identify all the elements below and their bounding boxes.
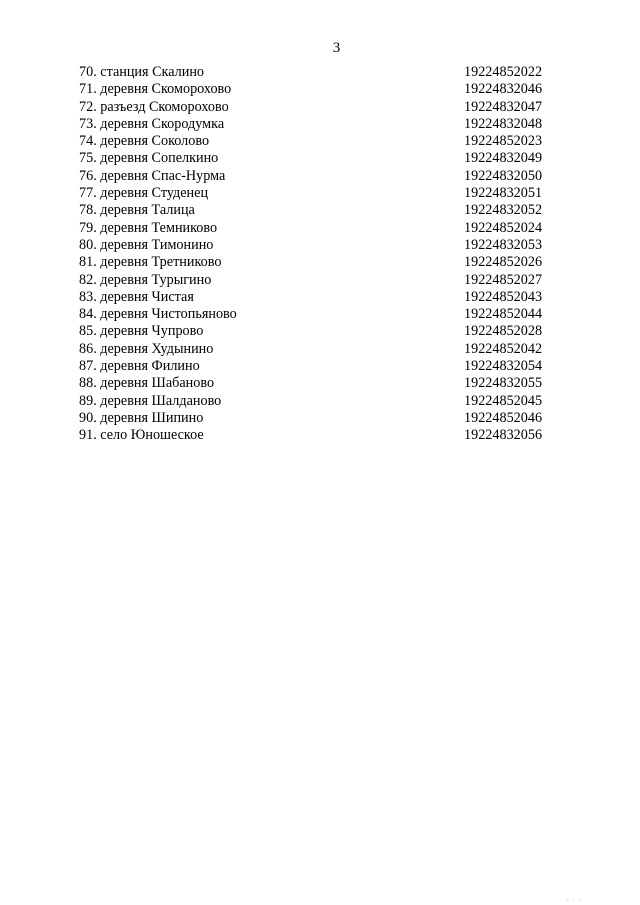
settlement-code: 19224852042 (464, 340, 543, 357)
settlement-code: 19224832048 (464, 115, 543, 132)
settlement-code: 19224832054 (464, 358, 543, 375)
settlement-name: 80. деревня Тимонино (79, 236, 214, 253)
settlement-list (79, 64, 559, 445)
settlement-name: 89. деревня Шалданово (79, 392, 222, 409)
settlement-code: 19224832047 (464, 98, 543, 115)
settlement-name: 90. деревня Шипино (79, 409, 204, 426)
settlement-code: 19224852045 (464, 392, 543, 409)
list-item (79, 393, 559, 410)
list-item (79, 306, 559, 323)
settlement-code: 19224832053 (464, 236, 543, 253)
list-item (79, 358, 559, 375)
settlement-name: 73. деревня Скородумка (79, 115, 225, 132)
settlement-code: 19224832051 (464, 185, 543, 202)
settlement-name: 76. деревня Спас-Нурма (79, 167, 226, 184)
settlement-name: 75. деревня Сопелкино (79, 150, 219, 167)
settlement-code: 19224852046 (464, 409, 543, 426)
list-item (79, 272, 559, 289)
list-item (79, 220, 559, 237)
list-item (79, 427, 559, 444)
list-item (79, 116, 559, 133)
settlement-name: 84. деревня Чистопьяново (79, 306, 237, 323)
settlement-code: 19224832056 (464, 427, 543, 444)
settlement-name: 74. деревня Соколово (79, 133, 210, 150)
settlement-code: 19224832049 (464, 150, 543, 167)
settlement-name: 81. деревня Третниково (79, 254, 222, 271)
settlement-name: 77. деревня Студенец (79, 185, 209, 202)
settlement-code: 19224852022 (464, 64, 543, 80)
settlement-name: 71. деревня Скоморохово (79, 81, 232, 98)
settlement-name: 86. деревня Худынино (79, 340, 214, 357)
list-item (79, 237, 559, 254)
settlement-name: 88. деревня Шабаново (79, 375, 215, 392)
settlement-code: 19224832055 (464, 375, 543, 392)
settlement-code: 19224852027 (464, 271, 543, 288)
list-item (79, 410, 559, 427)
list-item (79, 375, 559, 392)
list-item (79, 185, 559, 202)
scan-artifact-top: · · (565, 0, 575, 4)
settlement-code: 19224832050 (464, 167, 543, 184)
settlement-name: 79. деревня Темниково (79, 219, 218, 236)
list-item (79, 99, 559, 116)
list-item (79, 323, 559, 340)
settlement-name: 78. деревня Талица (79, 202, 195, 219)
list-item (79, 81, 559, 98)
page-number: 3 (332, 40, 341, 56)
settlement-code: 19224852024 (464, 219, 543, 236)
list-item (79, 150, 559, 167)
list-item (79, 168, 559, 185)
list-item (79, 133, 559, 150)
settlement-name: 82. деревня Турыгино (79, 271, 212, 288)
list-item (79, 64, 559, 81)
settlement-name: 85. деревня Чупрово (79, 323, 204, 340)
settlement-name: 87. деревня Филино (79, 358, 200, 375)
list-item (79, 289, 559, 306)
scan-artifact-bottom: · · · (566, 896, 582, 904)
settlement-code: 19224852044 (464, 306, 543, 323)
list-item (79, 341, 559, 358)
list-item (79, 202, 559, 219)
settlement-name: 72. разъезд Скоморохово (79, 98, 229, 115)
settlement-code: 19224852043 (464, 288, 543, 305)
settlement-code: 19224852026 (464, 254, 543, 271)
settlement-code: 19224832046 (464, 81, 543, 98)
settlement-name: 91. село Юношеское (79, 427, 204, 444)
settlement-code: 19224832052 (464, 202, 543, 219)
settlement-name: 70. станция Скалино (79, 64, 205, 80)
settlement-name: 83. деревня Чистая (79, 288, 194, 305)
list-item (79, 254, 559, 271)
settlement-code: 19224852023 (464, 133, 543, 150)
settlement-code: 19224852028 (464, 323, 543, 340)
